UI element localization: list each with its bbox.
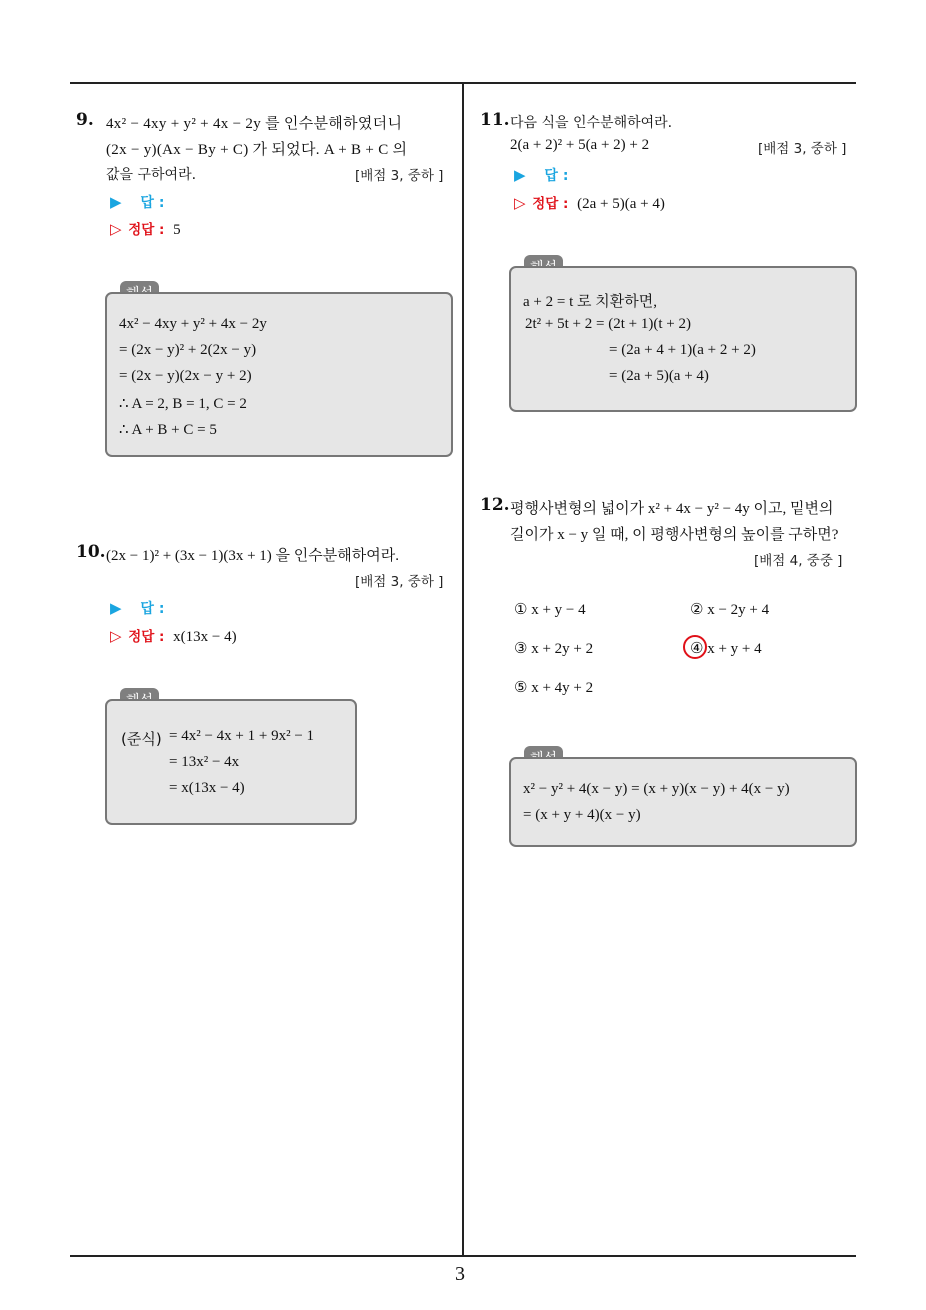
answer-label: 답 : bbox=[140, 195, 165, 211]
question-text-line3: 값을 구하여라. bbox=[106, 167, 197, 183]
solution-line: = (2x − y)(2x − y + 2) bbox=[119, 368, 252, 384]
answer-label: 답 : bbox=[140, 601, 165, 617]
answer-label: 답 : bbox=[544, 168, 569, 184]
solution-line: 2t² + 5t + 2 = (2t + 1)(t + 2) bbox=[525, 316, 691, 332]
question-number: 10. bbox=[76, 542, 106, 562]
question-number: 11. bbox=[480, 110, 510, 130]
solution-line: = (2a + 5)(a + 4) bbox=[609, 368, 709, 384]
correct-row bbox=[110, 625, 237, 646]
solution-line: = (2a + 4 + 1)(a + 2 + 2) bbox=[609, 342, 756, 358]
solution-box bbox=[509, 757, 857, 847]
solution-line: = (x + y + 4)(x − y) bbox=[523, 807, 641, 823]
question-text-line2: 2(a + 2)² + 5(a + 2) + 2 bbox=[510, 137, 650, 153]
solution-line: = x(13x − 4) bbox=[169, 780, 245, 796]
grade-label: [배점 3, 중하 ] bbox=[758, 141, 847, 157]
grade-label: [배점 3, 중하 ] bbox=[355, 574, 444, 590]
answer-row bbox=[514, 165, 568, 185]
question-text-line2: (2x − y)(Ax − By + C) 가 되었다. A + B + C 의 bbox=[106, 142, 408, 158]
choice-2[interactable]: ② x − 2y + 4 bbox=[690, 602, 770, 618]
outline-arrow-icon: ▷ bbox=[514, 194, 526, 212]
solution-box bbox=[509, 266, 857, 412]
selected-answer-circle-icon bbox=[683, 635, 707, 659]
correct-value: x(13x − 4) bbox=[173, 629, 237, 645]
question-text-line1: (2x − 1)² + (3x − 1)(3x + 1) 을 인수분해하여라. bbox=[106, 548, 399, 564]
solution-line: = 13x² − 4x bbox=[169, 754, 240, 770]
correct-value: (2a + 5)(a + 4) bbox=[577, 196, 665, 212]
correct-row bbox=[110, 218, 181, 239]
solution-box bbox=[105, 699, 357, 825]
correct-row bbox=[514, 192, 665, 213]
solution-line: a + 2 = t 로 치환하면, bbox=[523, 294, 657, 310]
solution-line: 4x² − 4xy + y² + 4x − 2y bbox=[119, 316, 267, 332]
play-arrow-icon: ▶ bbox=[110, 193, 122, 211]
choice-4[interactable]: ④ x + y + 4 bbox=[690, 641, 762, 657]
grade-label: [배점 3, 중하 ] bbox=[355, 168, 444, 184]
correct-value: 5 bbox=[173, 222, 181, 238]
question-number: 12. bbox=[480, 495, 510, 515]
solution-line: = 4x² − 4x + 1 + 9x² − 1 bbox=[169, 728, 315, 744]
solution-prefix: (준식) bbox=[121, 730, 162, 748]
question-text-line1: 다음 식을 인수분해하여라. bbox=[510, 115, 673, 131]
solution-line: ∴ A = 2, B = 1, C = 2 bbox=[119, 396, 247, 412]
correct-label: 정답 : bbox=[128, 222, 165, 238]
choice-5[interactable]: ⑤ x + 4y + 2 bbox=[514, 680, 594, 696]
choice-3[interactable]: ③ x + 2y + 2 bbox=[514, 641, 594, 657]
play-arrow-icon: ▶ bbox=[110, 599, 122, 617]
grade-label: [배점 4, 중중 ] bbox=[754, 553, 843, 569]
question-text-line2: 길이가 x − y 일 때, 이 평행사변형의 높이를 구하면? bbox=[510, 527, 839, 543]
choice-1[interactable]: ① x + y − 4 bbox=[514, 602, 586, 618]
outline-arrow-icon: ▷ bbox=[110, 627, 122, 645]
question-number: 9. bbox=[76, 110, 94, 130]
correct-label: 정답 : bbox=[532, 196, 569, 212]
question-text-line1: 4x² − 4xy + y² + 4x − 2y 를 인수분해하였더니 bbox=[106, 116, 403, 132]
correct-label: 정답 : bbox=[128, 629, 165, 645]
page-number: 3 bbox=[455, 1263, 465, 1285]
solution-line: x² − y² + 4(x − y) = (x + y)(x − y) + 4(x − y) bbox=[523, 781, 790, 797]
solution-box bbox=[105, 292, 453, 457]
question-text-line1: 평행사변형의 넓이가 x² + 4x − y² − 4y 이고, 밑변의 bbox=[510, 501, 834, 517]
answer-row bbox=[110, 598, 164, 618]
center-divider bbox=[462, 84, 464, 1256]
bottom-rule bbox=[70, 1255, 856, 1257]
play-arrow-icon: ▶ bbox=[514, 166, 526, 184]
solution-line: = (2x − y)² + 2(2x − y) bbox=[119, 342, 257, 358]
outline-arrow-icon: ▷ bbox=[110, 220, 122, 238]
answer-row bbox=[110, 192, 164, 212]
solution-line: ∴ A + B + C = 5 bbox=[119, 422, 217, 438]
